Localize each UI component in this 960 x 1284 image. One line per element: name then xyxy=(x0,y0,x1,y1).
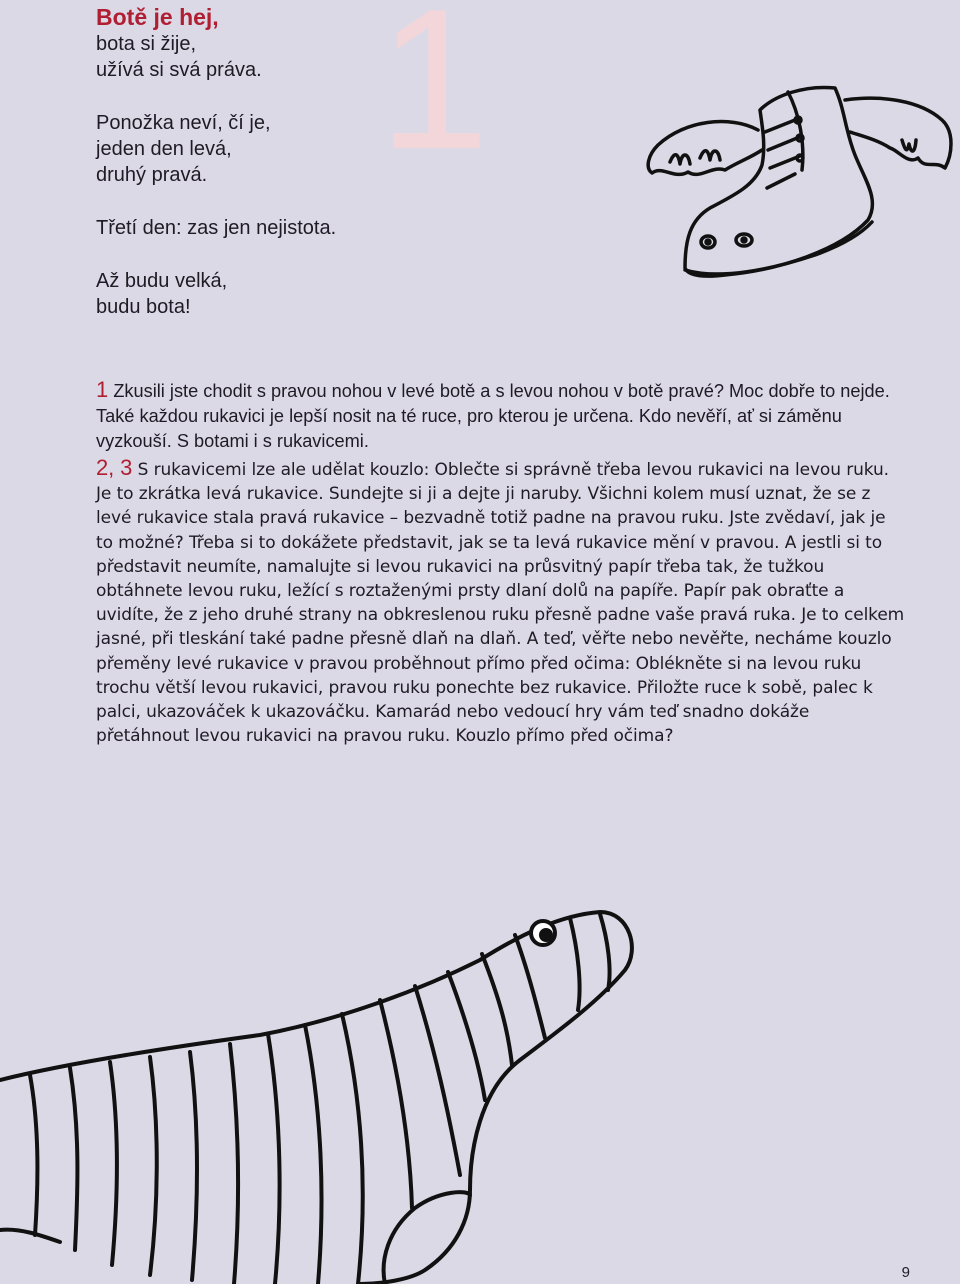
poem-line: užívá si svá práva. xyxy=(96,59,262,81)
poem-line: bota si žije, xyxy=(96,33,197,55)
page-number: 9 xyxy=(901,1264,910,1281)
poem-line: budu bota! xyxy=(96,296,191,318)
poem-line: Třetí den: zas jen nejistota. xyxy=(96,217,337,239)
flying-boot-illustration xyxy=(640,70,960,300)
poem-line: Ponožka neví, čí je, xyxy=(96,112,271,134)
section-2-3 xyxy=(96,456,906,748)
poem-line: druhý pravá. xyxy=(96,164,208,186)
poem-line: jeden den levá, xyxy=(96,138,232,160)
striped-sock-illustration xyxy=(0,890,660,1284)
section-1-text: Zkusili jste chodit s pravou nohou v levé botě a s levou nohou v botě pravé? Moc dobře to nejde. Také každou rukavici je lepší nosit na té ruce, pro kterou je určena. Kdo nevěří, ať si záměnu vyzkouší. S botami i s rukavicemi. xyxy=(96,381,890,451)
section-1-number: 1 xyxy=(96,377,109,402)
section-1 xyxy=(96,377,906,454)
section-2-3-text: S rukavicemi lze ale udělat kouzlo: Oblečte si správně třeba levou rukavici na levou ruku. Je to zkrátka levá rukavice. Sundejte si ji a dejte ji naruby. Všichni kolem musí uznat, že se z levé rukavice stala pravá rukavice – bezvadně totiž padne na pravou ruku. Jste zvědaví, jak je to možné? Třeba si to dokážete představit, jak se ta levá rukavice mění v pravou. A jestli si to představit neumíte, namalujte si levou rukavici na průsvitný papír třeba tak, že tužkou obtáhnete levou ruku, ležící s roztaženými prsty dlaní dolů na papíře. Papír pak obraťte a uvidíte, že z jeho druhé strany na obkreslenou ruku přesně padne vaše pravá ruka. Je to celkem jasné, při tleskání také padne přesně dlaň na dlaň. A teď, věřte nebo nevěřte, necháme kouzlo přeměny levé rukavice v pravou proběhnout přímo před očima: Oblékněte si na levou ruku trochu větší levou rukavici, pravou ruku ponechte bez rukavice. Přiložte ruce k sobě, palec k palci, ukazováček k ukazováčku. Kamarád nebo vedoucí hry vám teď snadno dokáže přetáhnout levou rukavici na pravou ruku. Kouzlo přímo před očima? xyxy=(96,460,905,747)
chapter-number: 1 xyxy=(378,0,490,191)
poem xyxy=(96,3,396,320)
poem-line: Až budu velká, xyxy=(96,270,228,292)
section-2-3-number: 2, 3 xyxy=(96,455,133,480)
poem-title: Botě je hej, xyxy=(96,4,219,30)
